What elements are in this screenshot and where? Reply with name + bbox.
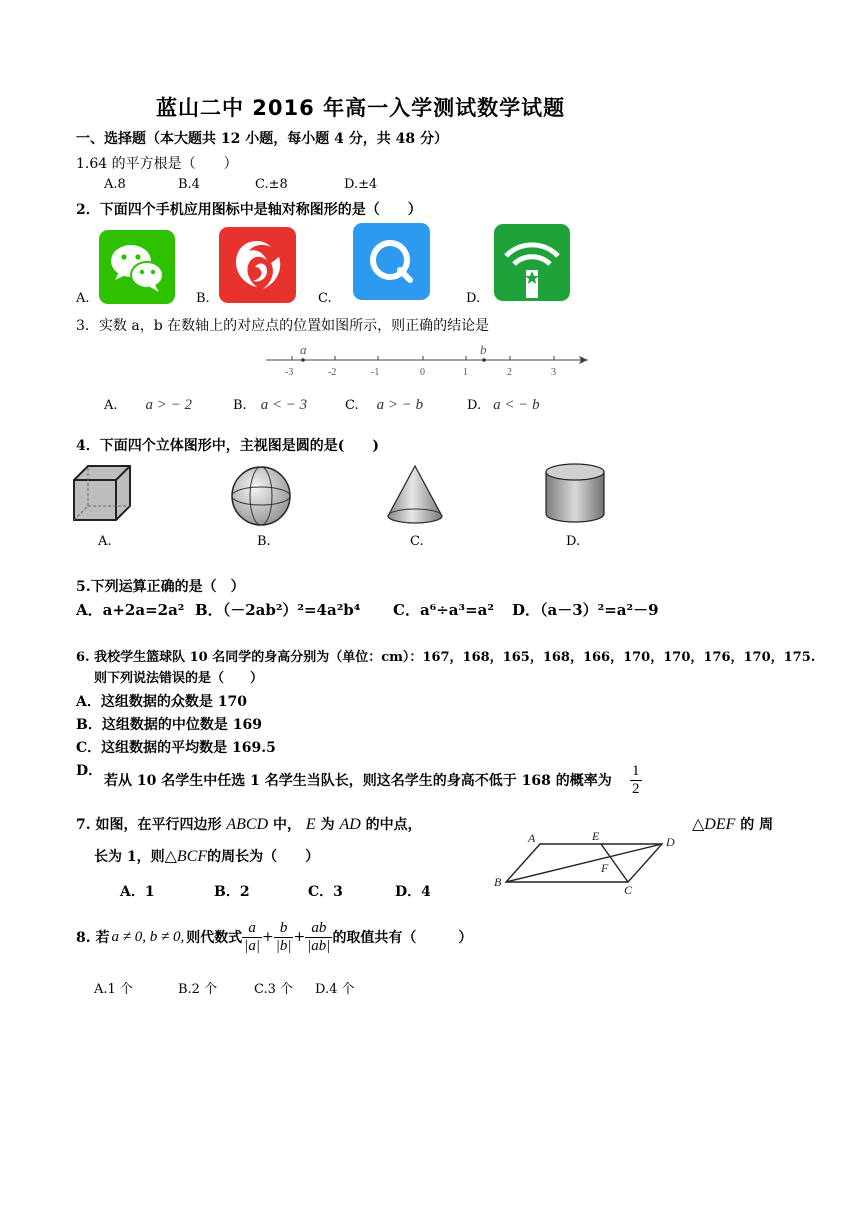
- point-a: [301, 358, 305, 362]
- q8-option-d[interactable]: D.4 个: [315, 982, 355, 997]
- q4-stem: 4．下面四个立体图形中，主视图是圆的是( ): [76, 438, 379, 454]
- tick-label: -3: [285, 367, 294, 378]
- q8-option-c[interactable]: C.3 个: [254, 982, 294, 997]
- q4-label-a[interactable]: A.: [98, 534, 112, 549]
- q1-option-b[interactable]: B.4: [178, 177, 200, 192]
- q2-label-c[interactable]: C.: [318, 291, 332, 306]
- q3-option-c[interactable]: C. a > − b: [345, 397, 424, 413]
- q7-line-1: 7. 如图，在平行四边形 ABCD 中， E 为 AD 的中点，: [76, 816, 422, 833]
- q2-stem: 2．下面四个手机应用图标中是轴对称图形的是（ ）: [76, 202, 422, 218]
- wifi-app-icon: [494, 224, 570, 301]
- cube-figure: [70, 462, 134, 524]
- q7-option-b[interactable]: B．2: [214, 884, 250, 900]
- q3-option-a[interactable]: A. a > − 2: [104, 397, 193, 413]
- q6-option-b[interactable]: B．这组数据的中位数是 169: [76, 717, 262, 733]
- q2-label-d[interactable]: D.: [466, 291, 481, 306]
- q4-label-c[interactable]: C.: [410, 534, 424, 549]
- q1-stem: 1.64 的平方根是（ ）: [76, 156, 238, 172]
- q7-option-a[interactable]: A．1: [120, 884, 155, 900]
- q7-option-c[interactable]: C．3: [308, 884, 343, 900]
- point-f-label: F: [601, 861, 609, 875]
- cone-figure: [384, 462, 446, 526]
- page-title: 蓝山二中 2016 年高一入学测试数学试题: [156, 96, 566, 120]
- fenghuang-icon: [219, 227, 296, 303]
- tick-label: 1: [463, 367, 468, 378]
- vertex-c-label: C: [624, 883, 633, 897]
- q1-option-a[interactable]: A.8: [104, 177, 126, 192]
- q5-option-a[interactable]: A．a+2a=2a²: [76, 601, 185, 619]
- q6-option-d-letter[interactable]: D．: [76, 763, 103, 779]
- q3-option-b[interactable]: B. a < − 3: [233, 397, 308, 413]
- q6-option-a[interactable]: A．这组数据的众数是 170: [76, 694, 247, 710]
- sphere-figure: [228, 464, 294, 528]
- cylinder-figure: [543, 462, 607, 524]
- q7-line-2: 长为 1，则△BCF的周长为（ ）: [94, 848, 320, 865]
- number-line: [260, 338, 600, 384]
- q1-option-d[interactable]: D.±4: [344, 177, 378, 192]
- vertex-b-label: B: [494, 875, 502, 889]
- q5-option-d[interactable]: D．（a－3）²=a²－9: [512, 601, 659, 619]
- tick-label: 2: [507, 367, 512, 378]
- q5-option-c[interactable]: C．a⁶÷a³=a²: [393, 601, 494, 619]
- q8-option-a[interactable]: A.1 个: [94, 982, 133, 997]
- parallelogram-figure: [488, 826, 684, 898]
- q7-line-1-end: △DEF 的 周: [692, 816, 774, 833]
- q6-option-c[interactable]: C．这组数据的平均数是 169.5: [76, 740, 276, 756]
- q8-option-b[interactable]: B.2 个: [178, 982, 218, 997]
- point-b: [482, 358, 486, 362]
- tick-label: -1: [371, 367, 380, 378]
- q7-option-d[interactable]: D．4: [395, 884, 431, 900]
- section-heading: 一、选择题（本大题共 12 小题，每小题 4 分，共 48 分）: [76, 131, 448, 147]
- q6-option-d[interactable]: 若从 10 名学生中任选 1 名学生当队长，则这名学生的身高不低于 168 的概率为: [104, 773, 612, 789]
- q8-stem: 8. 若 a ≠ 0, b ≠ 0, 则代数式 $\frac{a}{|a|}$ + $\frac{b}{|b|}$ + $\frac{ab}{|ab|}$ 的取值共有（ ）: [76, 920, 473, 954]
- search-app-icon: [353, 223, 430, 300]
- point-b-label: b: [480, 342, 487, 357]
- tick-label: -2: [328, 367, 337, 378]
- q6-stem: 6. 我校学生篮球队 10 名同学的身高分别为（单位：cm）：167，168，165，168，166，170，170，176，170，175.: [76, 650, 816, 665]
- vertex-a-label: A: [528, 831, 536, 845]
- tick-label: 0: [420, 367, 425, 378]
- vertex-e-label: E: [592, 829, 600, 843]
- q3-option-d[interactable]: D. a < − b: [467, 397, 540, 413]
- point-a-label: a: [300, 342, 307, 357]
- q3-stem: 3．实数 a，b 在数轴上的对应点的位置如图所示，则正确的结论是: [76, 318, 490, 334]
- tick-label: 3: [551, 367, 556, 378]
- q4-label-d[interactable]: D.: [566, 534, 581, 549]
- q1-option-c[interactable]: C.±8: [255, 177, 288, 192]
- q5-stem: 5.下列运算正确的是（ ）: [76, 579, 245, 595]
- q2-label-b[interactable]: B.: [196, 291, 210, 306]
- q2-label-a[interactable]: A.: [76, 291, 90, 306]
- vertex-d-label: D: [666, 835, 675, 849]
- q4-label-b[interactable]: B.: [257, 534, 271, 549]
- q5-option-b[interactable]: B．（－2ab²）²=4a²b⁴: [195, 601, 361, 619]
- wechat-icon: [99, 230, 175, 304]
- q6-stem-2: 则下列说法错误的是（ ）: [94, 671, 264, 686]
- q6-fraction: $\frac{1}{2}$: [632, 763, 640, 797]
